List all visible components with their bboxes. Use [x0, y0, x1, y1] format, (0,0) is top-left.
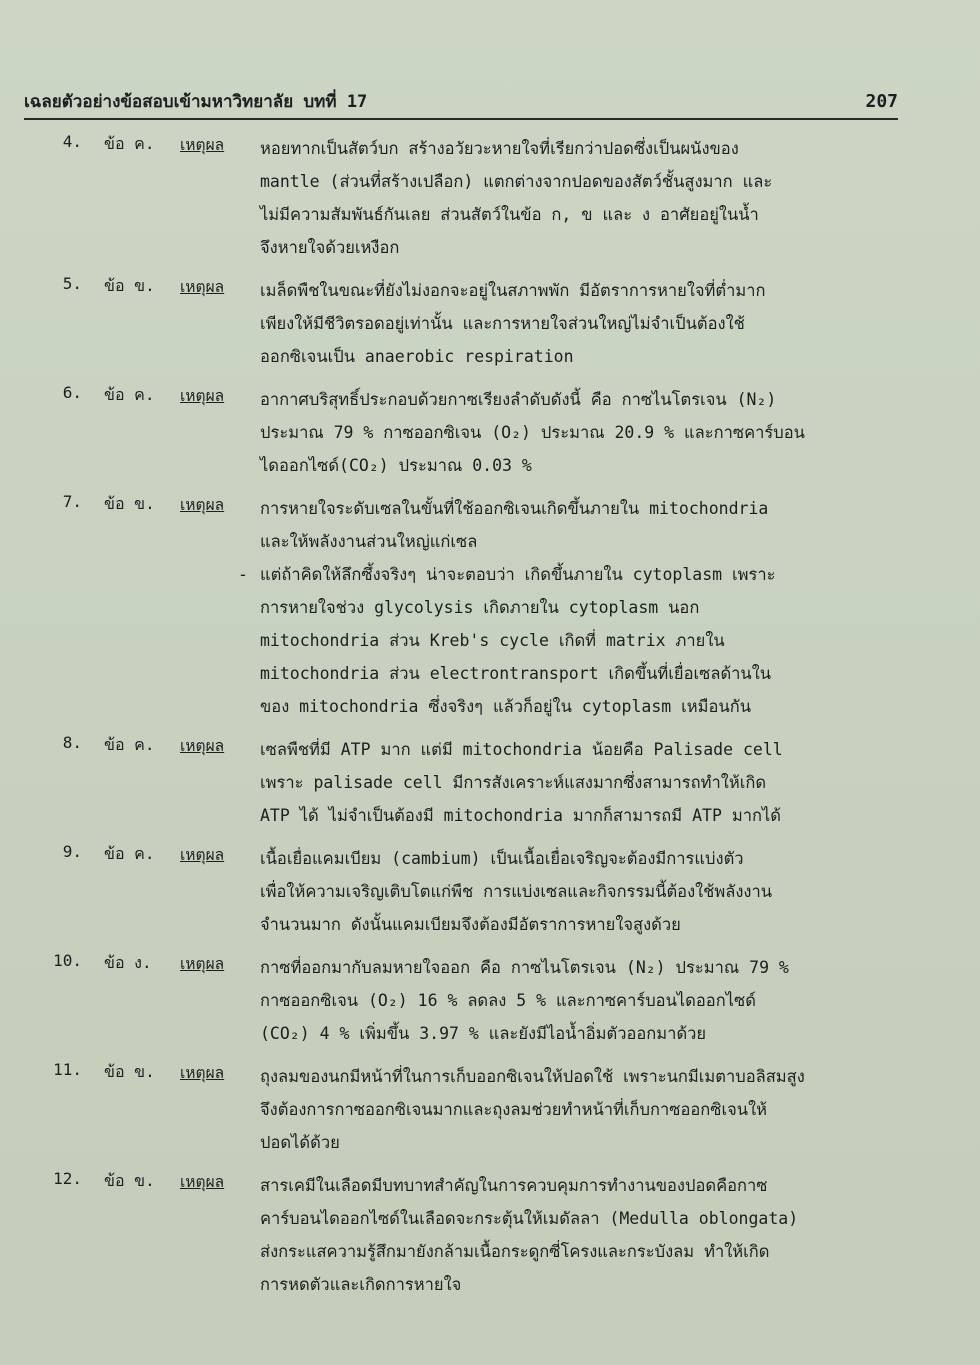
explanation-line: การหายใจระดับเซลในขั้นที่ใช้ออกซิเจนเกิดขึ้นภายใน mitochondria: [260, 499, 769, 518]
bullet-continuation: mitochondria ส่วน electrontransport เกิดขึ้นที่เยื่อเซลด้านใน: [260, 664, 772, 683]
item-number: 4.: [62, 132, 82, 151]
answer-item: [0, 132, 980, 264]
item-number: 10.: [53, 951, 82, 970]
answer-choice: ข้อ ค.: [104, 385, 155, 404]
item-number: 5.: [62, 274, 82, 293]
explanation: [260, 132, 910, 264]
explanation-line: ออกซิเจนเป็น anaerobic respiration: [260, 347, 574, 366]
item-number: 7.: [62, 492, 82, 511]
explanation-line: ส่งกระแสความรู้สึกมายังกล้ามเนื้อกระดูกซี่โครงและกระบังลม ทำให้เกิด: [260, 1242, 770, 1261]
explanation: [260, 1169, 910, 1301]
answer-item: [0, 383, 980, 482]
explanation-line: และให้พลังงานส่วนใหญ่แก่เซล: [260, 532, 478, 551]
answer-choice: ข้อ ค.: [104, 844, 155, 863]
answer-item: [0, 842, 980, 941]
item-number: 11.: [53, 1060, 82, 1079]
bullet-continuation: ของ mitochondria ซึ่งจริงๆ แล้วก็อยู่ใน cytoplasm เหมือนกัน: [260, 697, 751, 716]
item-number: 8.: [62, 733, 82, 752]
explanation-line: กาซที่ออกมากับลมหายใจออก คือ กาซไนโตรเจน (N₂) ประมาณ 79 %: [260, 958, 789, 977]
explanation-line: จำนวนมาก ดังนั้นแคมเบียมจึงต้องมีอัตราการหายใจสูงด้วย: [260, 915, 681, 934]
explanation-line: ไม่มีความสัมพันธ์กันเลย ส่วนสัตว์ในข้อ ก, ข และ ง อาศัยอยู่ในน้ำ: [260, 205, 759, 224]
reason-label: เหตุผล: [180, 955, 225, 973]
item-number: 6.: [62, 383, 82, 402]
answer-choice: ข้อ ข.: [104, 276, 155, 295]
bullet-continuation: การหายใจช่วง glycolysis เกิดภายใน cytoplasm นอก: [260, 598, 700, 617]
explanation: [260, 492, 910, 723]
explanation-line: เพราะ palisade cell มีการสังเคราะห์แสงมากซึ่งสามารถทำให้เกิด: [260, 773, 767, 792]
explanation-line: เพื่อให้ความเจริญเติบโตแก่พืช การแบ่งเซลและกิจกรรมนี้ต้องใช้พลังงาน: [260, 882, 773, 901]
explanation-line: ถุงลมของนกมีหน้าที่ในการเก็บออกซิเจนให้ปอดใช้ เพราะนกมีเมตาบอลิสมสูง: [260, 1067, 805, 1086]
explanation-line: จึงหายใจด้วยเหงือก: [260, 238, 400, 257]
answer-list: [0, 132, 980, 1311]
header-title: เฉลยตัวอย่างข้อสอบเข้ามหาวิทยาลัย บทที่ 17: [24, 92, 368, 112]
explanation-line: สารเคมีในเลือดมีบทบาทสำคัญในการควบคุมการทำงานของปอดคือกาซ: [260, 1176, 768, 1195]
answer-choice: ข้อ ข.: [104, 1171, 155, 1190]
explanation: [260, 1060, 910, 1159]
page-number: 207: [865, 91, 898, 112]
answer-choice: ข้อ ค.: [104, 735, 155, 754]
reason-label: เหตุผล: [180, 136, 225, 154]
explanation-line: เพียงให้มีชีวิตรอดอยู่เท่านั้น และการหายใจส่วนใหญ่ไม่จำเป็นต้องใช้: [260, 314, 745, 333]
explanation-line: เมล็ดพืชในขณะที่ยังไม่งอกจะอยู่ในสภาพพัก มีอัตราการหายใจที่ต่ำมาก: [260, 281, 766, 300]
bullet-continuation: mitochondria ส่วน Kreb's cycle เกิดที่ matrix ภายใน: [260, 631, 725, 650]
explanation-line: คาร์บอนไดออกไซด์ในเลือดจะกระตุ้นให้เมดัลลา (Medulla oblongata): [260, 1209, 799, 1228]
reason-label: เหตุผล: [180, 1064, 225, 1082]
explanation: [260, 842, 910, 941]
answer-item: [0, 1060, 980, 1159]
item-number: 9.: [62, 842, 82, 861]
explanation-line: (CO₂) 4 % เพิ่มขึ้น 3.97 % และยังมีไอน้ำอิ่มตัวออกมาด้วย: [260, 1024, 707, 1043]
explanation-line: กาซออกซิเจน (O₂) 16 % ลดลง 5 % และกาซคาร์บอนไดออกไซด์: [260, 991, 756, 1010]
explanation-line: mantle (ส่วนที่สร้างเปลือก) แตกต่างจากปอดของสัตว์ชั้นสูงมาก และ: [260, 172, 773, 191]
explanation-line: หอยทากเป็นสัตว์บก สร้างอวัยวะหายใจที่เรียกว่าปอดซึ่งเป็นผนังของ: [260, 139, 739, 158]
answer-choice: ข้อ ข.: [104, 494, 155, 513]
explanation-line: การหดตัวและเกิดการหายใจ: [260, 1275, 462, 1294]
reason-label: เหตุผล: [180, 278, 225, 296]
answer-choice: ข้อ ค.: [104, 134, 155, 153]
answer-item: [0, 1169, 980, 1301]
answer-item: [0, 951, 980, 1050]
reason-label: เหตุผล: [180, 737, 225, 755]
answer-item: [0, 274, 980, 373]
explanation: [260, 733, 910, 832]
explanation-line: อากาศบริสุทธิ์ประกอบด้วยกาซเรียงลำดับดังนี้ คือ กาซไนโตรเจน (N₂): [260, 390, 777, 409]
answer-item: [0, 733, 980, 832]
explanation-line: ประมาณ 79 % กาซออกซิเจน (O₂) ประมาณ 20.9 % และกาซคาร์บอน: [260, 423, 805, 442]
explanation-line: จึงต้องการกาซออกซิเจนมากและถุงลมช่วยทำหน้าที่เก็บกาซออกซิเจนให้: [260, 1100, 768, 1119]
bullet-line: - แต่ถ้าคิดให้ลึกซึ้งจริงๆ น่าจะตอบว่า เกิดขึ้นภายใน cytoplasm เพราะ: [260, 558, 910, 591]
answer-item: [0, 492, 980, 723]
explanation-line: เซลพืชที่มี ATP มาก แต่มี mitochondria น้อยคือ Palisade cell: [260, 740, 783, 759]
explanation: [260, 383, 910, 482]
reason-label: เหตุผล: [180, 846, 225, 864]
reason-label: เหตุผล: [180, 496, 225, 514]
answer-choice: ข้อ ข.: [104, 1062, 155, 1081]
reason-label: เหตุผล: [180, 1173, 225, 1191]
answer-choice: ข้อ ง.: [104, 953, 152, 972]
reason-label: เหตุผล: [180, 387, 225, 405]
explanation-line: ไดออกไซด์(CO₂) ประมาณ 0.03 %: [260, 456, 532, 475]
explanation: [260, 274, 910, 373]
explanation-line: เนื้อเยื่อแคมเบียม (cambium) เป็นเนื้อเยื่อเจริญจะต้องมีการแบ่งตัว: [260, 849, 744, 868]
explanation-line: ATP ได้ ไม่จำเป็นต้องมี mitochondria มากก็สามารถมี ATP มากได้: [260, 806, 781, 825]
page-header: [24, 88, 898, 120]
explanation: [260, 951, 910, 1050]
item-number: 12.: [53, 1169, 82, 1188]
explanation-line: ปอดได้ด้วย: [260, 1133, 340, 1152]
